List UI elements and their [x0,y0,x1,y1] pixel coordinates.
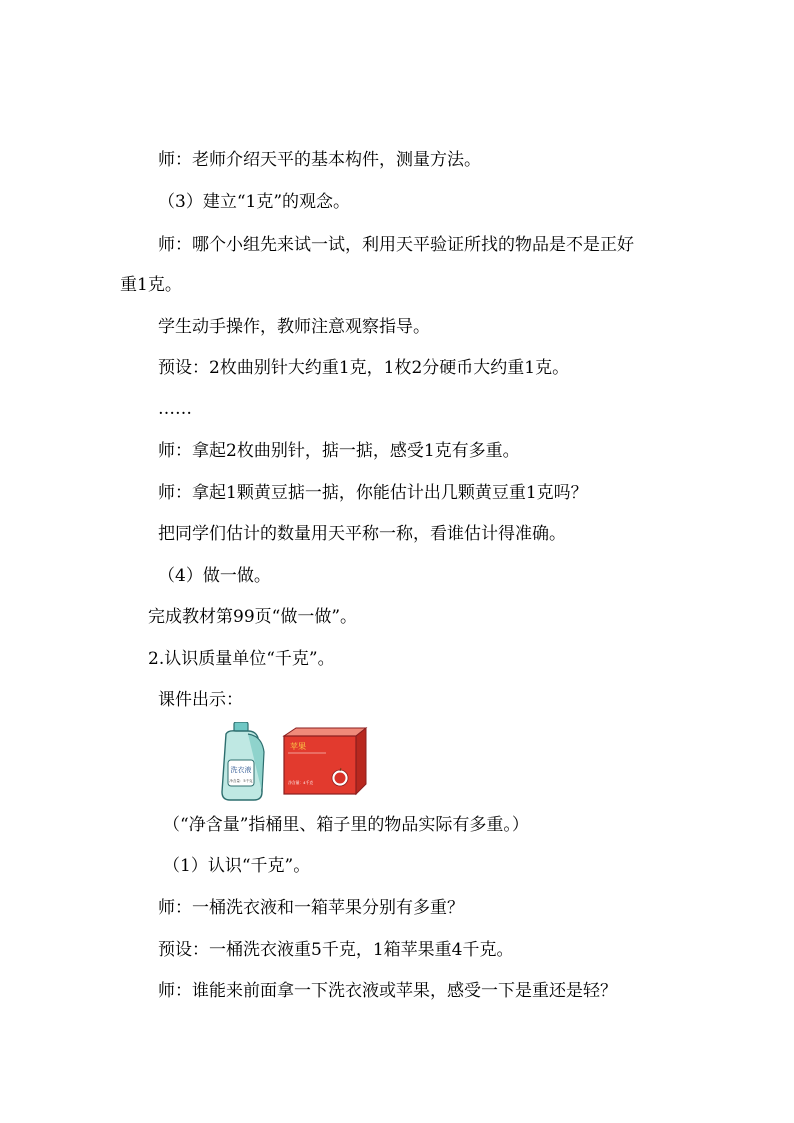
section-heading: （3）建立“1克”的观念。 [158,192,351,212]
paragraph-continuation: 重1克。 [120,275,182,295]
paragraph: 预设：2枚曲别针大约重1克，1枚2分硬币大约重1克。 [158,358,570,378]
svg-text:净含量：5千克: 净含量：5千克 [229,779,253,783]
svg-text:洗衣液: 洗衣液 [230,766,252,774]
paragraph: 师：拿起1颗黄豆掂一掂，你能估计出几颗黄豆重1克吗？ [158,483,588,503]
detergent-bottle-icon [222,722,264,800]
courseware-illustration [218,722,368,804]
ellipsis: …… [158,399,192,419]
paragraph: 师：谁能来前面拿一下洗衣液或苹果，感受一下是重还是轻？ [158,981,617,1001]
paragraph: 学生动手操作，教师注意观察指导。 [158,317,430,337]
paragraph: 师：哪个小组先来试一试，利用天平验证所找的物品是不是正好 [158,235,634,255]
detergent-and-apple-box-illustration [218,722,368,804]
paragraph: 师：拿起2枚曲别针，掂一掂，感受1克有多重。 [158,441,520,461]
paragraph: 预设：一桶洗衣液重5千克，1箱苹果重4千克。 [158,940,514,960]
svg-text:苹果: 苹果 [290,742,306,751]
paragraph: 把同学们估计的数量用天平称一称，看谁估计得准确。 [158,524,566,544]
svg-text:净含量：4千克: 净含量：4千克 [288,780,314,785]
paragraph: 完成教材第99页“做一做”。 [148,607,358,627]
section-heading: （4）做一做。 [158,566,271,586]
paragraph: 课件出示： [158,690,243,710]
apple-box-icon [284,728,366,794]
section-heading: （1）认识“千克”。 [163,856,311,876]
paragraph: 师：一桶洗衣液和一箱苹果分别有多重？ [158,898,464,918]
paragraph: 师：老师介绍天平的基本构件，测量方法。 [158,150,481,170]
note: （“净含量”指桶里、箱子里的物品实际有多重。） [163,815,529,835]
section-heading: 2.认识质量单位“千克”。 [148,649,335,669]
